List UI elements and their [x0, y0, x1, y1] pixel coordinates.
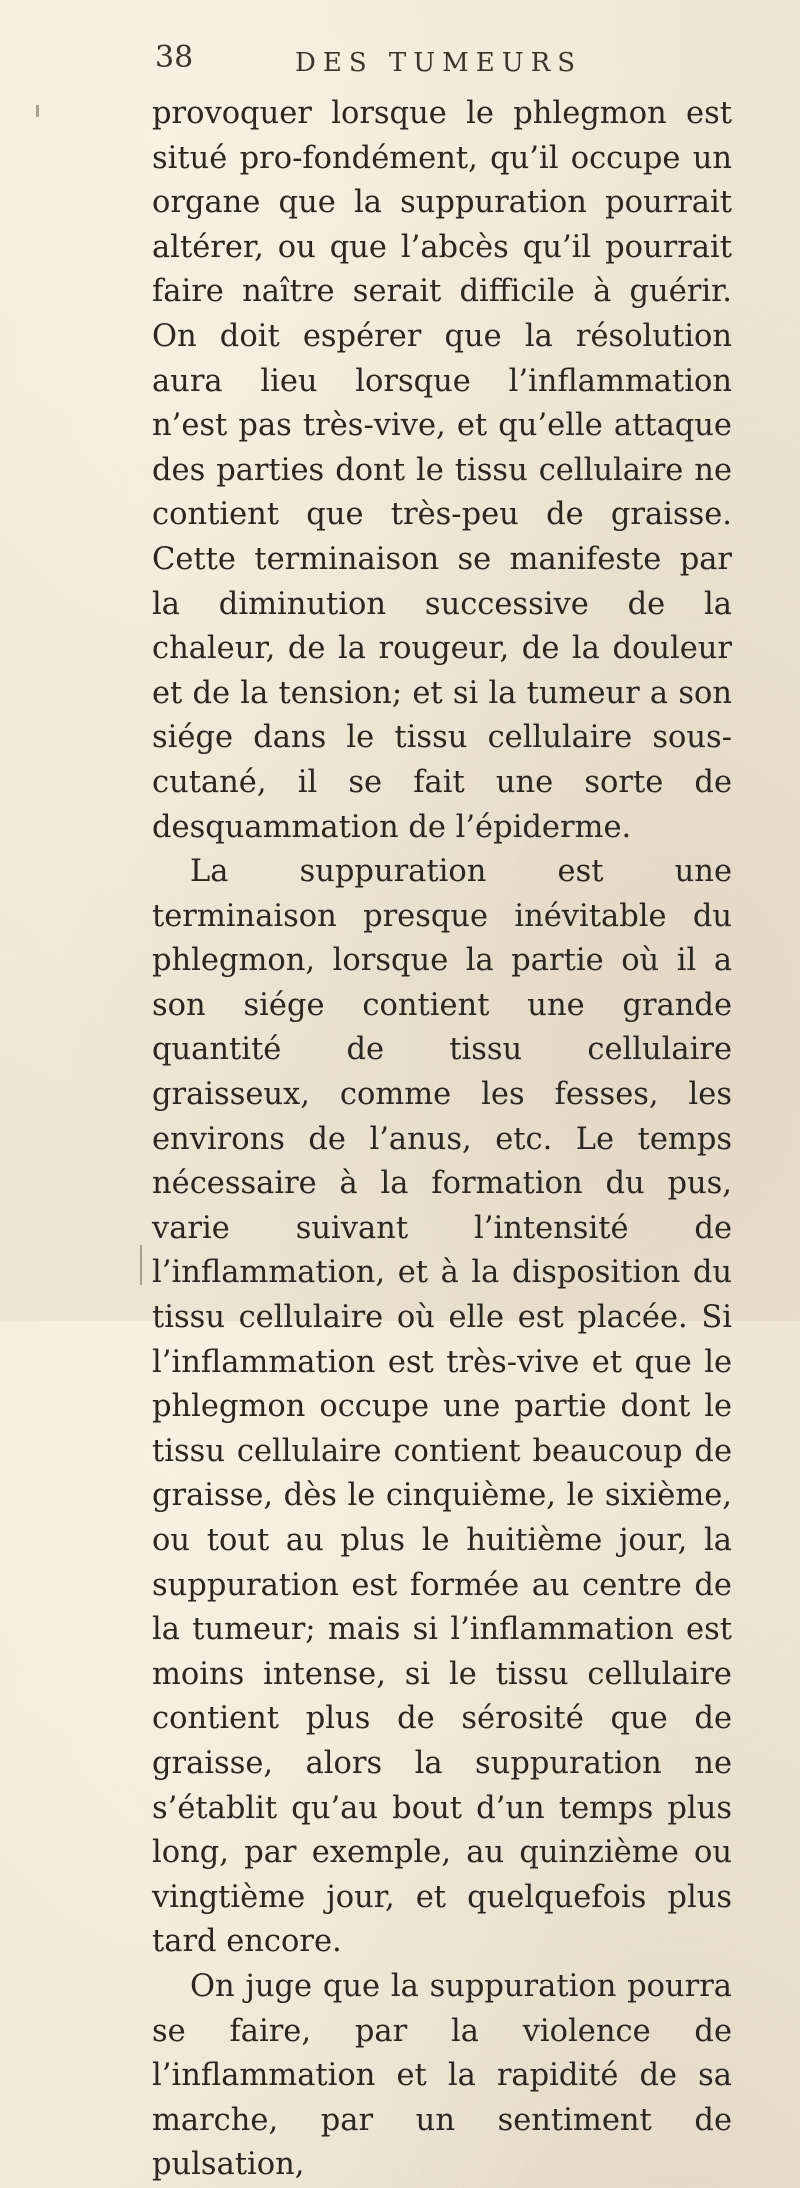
- running-head: DES TUMEURS: [295, 48, 583, 78]
- margin-mark: [36, 105, 39, 117]
- paragraph-1: provoquer lorsque le phlegmon est situé pro-fondément, qu’il occupe un organe que la suppuration pourrait altérer, ou que l’abcès qu’il pourrait faire naître serait difficile à guérir. On doit espérer que la résolution aura lieu lorsque l’inflammation n’est pas très-vive, et qu’elle attaque des parties dont le tissu cellulaire ne contient que très-peu de graisse. Cette terminaison se manifeste par la diminution successive de la chaleur, de la rougeur, de la douleur et de la tension; et si la tumeur a son siége dans le tissu cellulaire sous-cutané, il se fait une sorte de desquammation de l’épiderme.: [152, 96, 732, 845]
- body-text: [152, 92, 732, 2188]
- margin-mark-lower: [140, 1245, 142, 1285]
- paragraph-3: On juge que la suppuration pourra se faire, par la violence de l’inflammation et la rapidité de sa marche, par un sentiment de pulsation,: [152, 1968, 732, 2183]
- page-header: [155, 40, 715, 90]
- paragraph-2: La suppuration est une terminaison presque inévitable du phlegmon, lorsque la partie où il a son siége contient une grande quantité de tissu cellulaire graisseux, comme les fesses, les environs de l’anus, etc. Le temps nécessaire à la formation du pus, varie suivant l’intensité de l’inflammation, et à la disposition du tissu cellulaire où elle est placée. Si l’inflammation est très-vive et que le phlegmon occupe une partie dont le tissu cellulaire contient beaucoup de graisse, dès le cinquième, le sixième, ou tout au plus le huitième jour, la suppuration est formée au centre de la tumeur; mais si l’inflammation est moins intense, si le tissu cellulaire contient plus de sérosité que de graisse, alors la suppuration ne s’établit qu’au bout d’un temps plus long, par exemple, au quinzième ou vingtième jour, et quelquefois plus tard encore.: [152, 854, 732, 1960]
- page-number: 38: [155, 40, 194, 75]
